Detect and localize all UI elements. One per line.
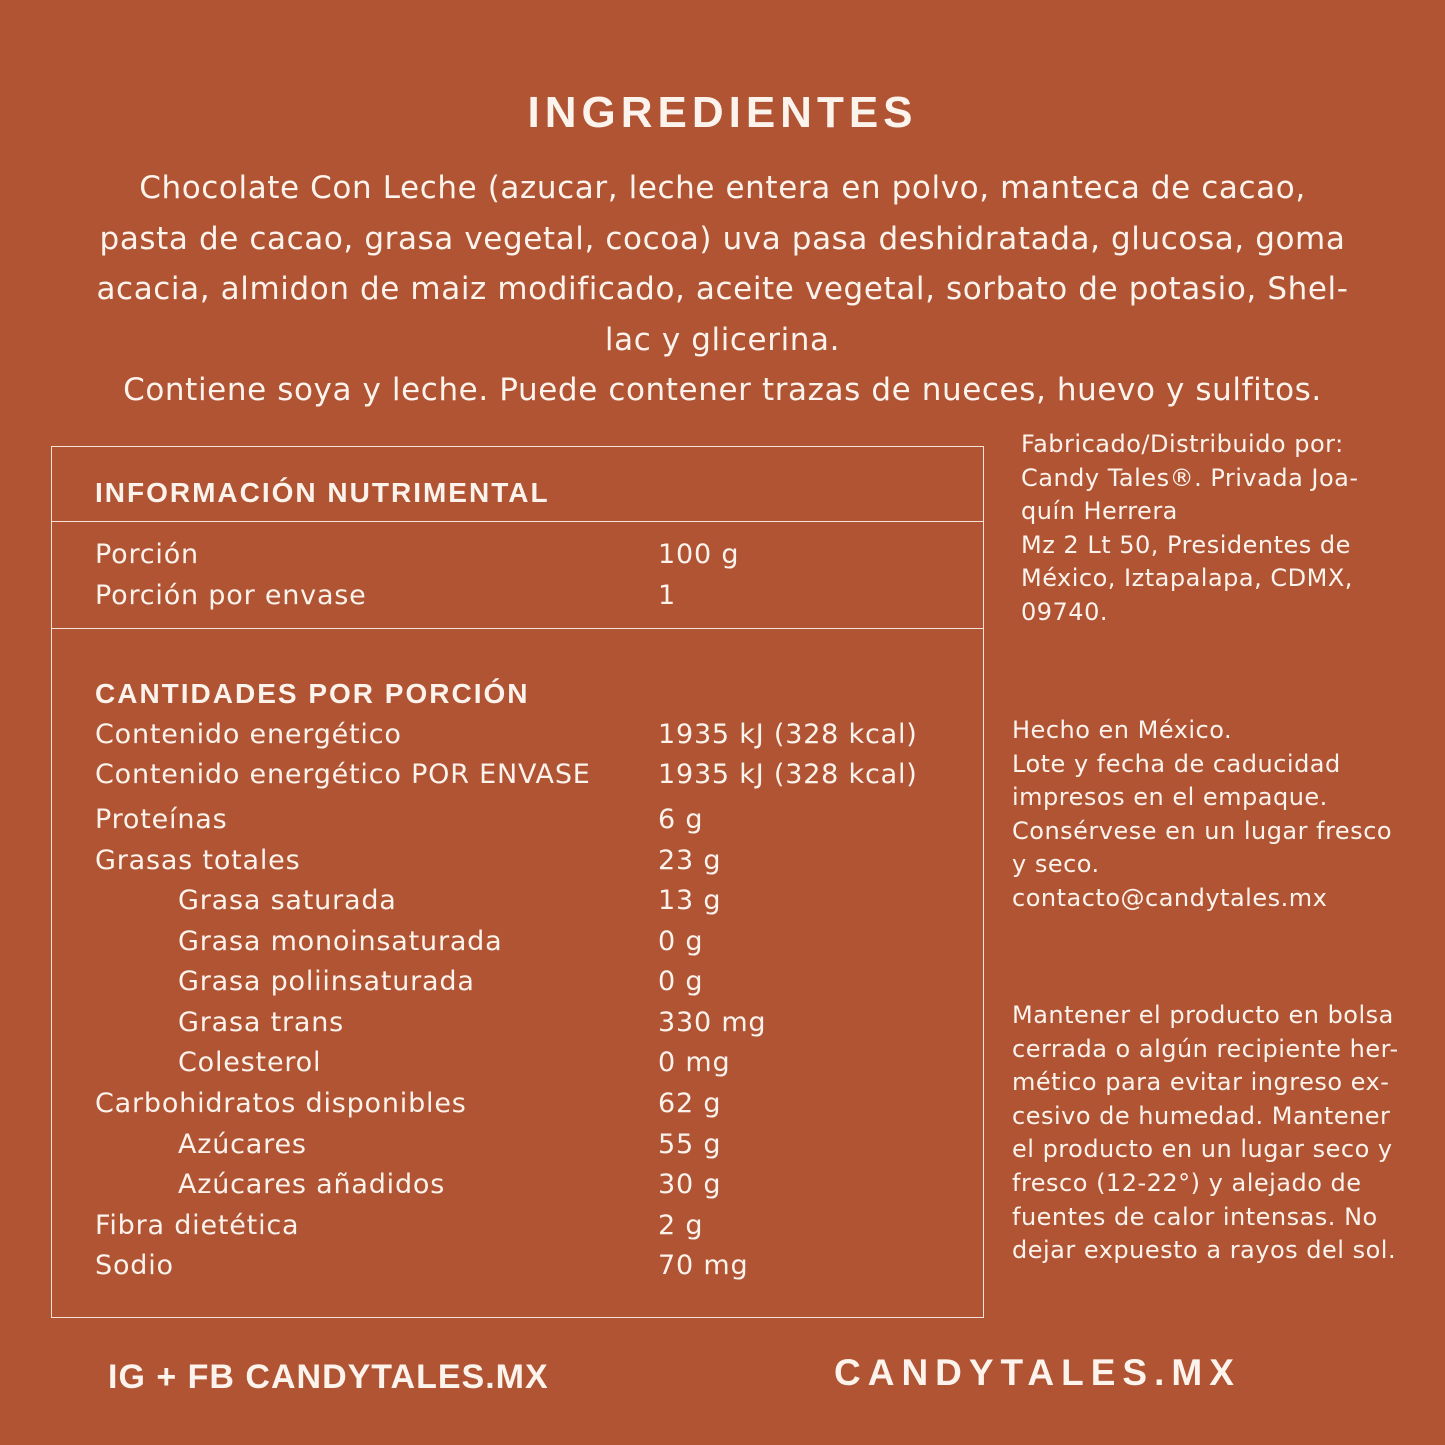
website-label: CANDYTALES.MX (834, 1352, 1241, 1393)
manufacturer-line: Candy Tales®. Privada Joa- (1021, 463, 1359, 492)
row-label: Contenido energético (95, 719, 402, 750)
manufacturer-info (1021, 428, 1359, 630)
storage-instructions (1012, 999, 1399, 1268)
row-value: 13 g (658, 885, 722, 916)
row-value: 1 (658, 580, 676, 611)
ingredients-line: Chocolate Con Leche (azucar, leche entera en polvo, manteca de cacao, (139, 170, 1306, 206)
contact-email: contacto@candytales.mx (1012, 883, 1328, 912)
storage-line: mético para evitar ingreso ex- (1012, 1068, 1390, 1097)
row-label: Sodio (95, 1250, 174, 1281)
storage-line: dejar expuesto a rayos del sol. (1012, 1236, 1397, 1265)
origin-line: Hecho en México. (1012, 716, 1233, 744)
row-value: 62 g (658, 1088, 722, 1119)
row-value: 30 g (658, 1169, 722, 1200)
divider (52, 628, 983, 629)
nutrition-panel (51, 446, 984, 1318)
row-value: 330 mg (658, 1007, 767, 1038)
row-value: 1935 kJ (328 kcal) (658, 759, 918, 790)
origin-line: y seco. (1012, 850, 1100, 879)
row-label: Grasa saturada (178, 885, 397, 916)
storage-line: fresco (12-22°) y alejado de (1012, 1168, 1362, 1197)
row-value: 2 g (658, 1210, 704, 1241)
row-label: Grasa trans (178, 1007, 344, 1038)
storage-line: cesivo de humedad. Mantener (1012, 1101, 1391, 1130)
row-label: Porción por envase (95, 580, 367, 611)
allergen-line: Contiene soya y leche. Puede contener trazas de nueces, huevo y sulfitos. (123, 372, 1322, 408)
row-label: Azúcares añadidos (178, 1169, 446, 1200)
manufacturer-line: 09740. (1021, 597, 1108, 626)
manufacturer-line: Mz 2 Lt 50, Presidentes de (1021, 530, 1351, 559)
origin-line: impresos en el empaque. (1012, 783, 1328, 812)
row-value: 70 mg (658, 1250, 749, 1281)
row-value: 0 g (658, 926, 704, 957)
row-label: Azúcares (178, 1129, 307, 1160)
section-title: CANTIDADES POR PORCIÓN (95, 678, 530, 709)
row-value: 55 g (658, 1129, 722, 1160)
ingredients-text (60, 163, 1385, 416)
row-label: Contenido energético POR ENVASE (95, 759, 591, 790)
row-value: 100 g (658, 539, 740, 570)
row-value: 0 g (658, 966, 704, 997)
nutrition-title: INFORMACIÓN NUTRIMENTAL (95, 477, 550, 508)
ingredients-title: INGREDIENTES (527, 88, 918, 137)
row-value: 1935 kJ (328 kcal) (658, 719, 918, 750)
origin-line: Lote y fecha de caducidad (1012, 749, 1341, 778)
storage-line: cerrada o algún recipiente her- (1012, 1034, 1399, 1063)
row-label: Carbohidratos disponibles (95, 1088, 467, 1119)
ingredients-line: lac y glicerina. (604, 321, 841, 358)
row-label: Proteínas (95, 804, 228, 835)
storage-line: el producto en un lugar seco y (1012, 1135, 1393, 1164)
row-label: Grasa monoinsaturada (178, 926, 503, 957)
origin-info (1012, 714, 1392, 916)
row-label: Colesterol (178, 1047, 322, 1078)
storage-line: fuentes de calor intensas. No (1012, 1202, 1378, 1231)
row-value: 0 mg (658, 1047, 731, 1078)
origin-line: Consérvese en un lugar fresco (1012, 816, 1393, 845)
ingredients-line: pasta de cacao, grasa vegetal, cocoa) uva pasa deshidratada, glucosa, goma (99, 220, 1346, 257)
row-value: 23 g (658, 845, 722, 876)
row-value: 6 g (658, 804, 704, 835)
manufacturer-line: quín Herrera (1021, 497, 1178, 526)
social-handle: IG + FB CANDYTALES.MX (108, 1358, 549, 1396)
manufacturer-line: México, Iztapalapa, CDMX, (1021, 564, 1353, 593)
storage-line: Mantener el producto en bolsa (1012, 1001, 1394, 1029)
row-label: Grasa poliinsaturada (178, 966, 475, 997)
row-label: Porción (95, 539, 199, 570)
row-label: Fibra dietética (95, 1210, 300, 1241)
ingredients-line: acacia, almidon de maiz modificado, aceite vegetal, sorbato de potasio, Shel- (96, 271, 1349, 307)
manufacturer-line: Fabricado/Distribuido por: (1021, 430, 1344, 458)
row-label: Grasas totales (95, 845, 301, 876)
divider (52, 521, 983, 522)
